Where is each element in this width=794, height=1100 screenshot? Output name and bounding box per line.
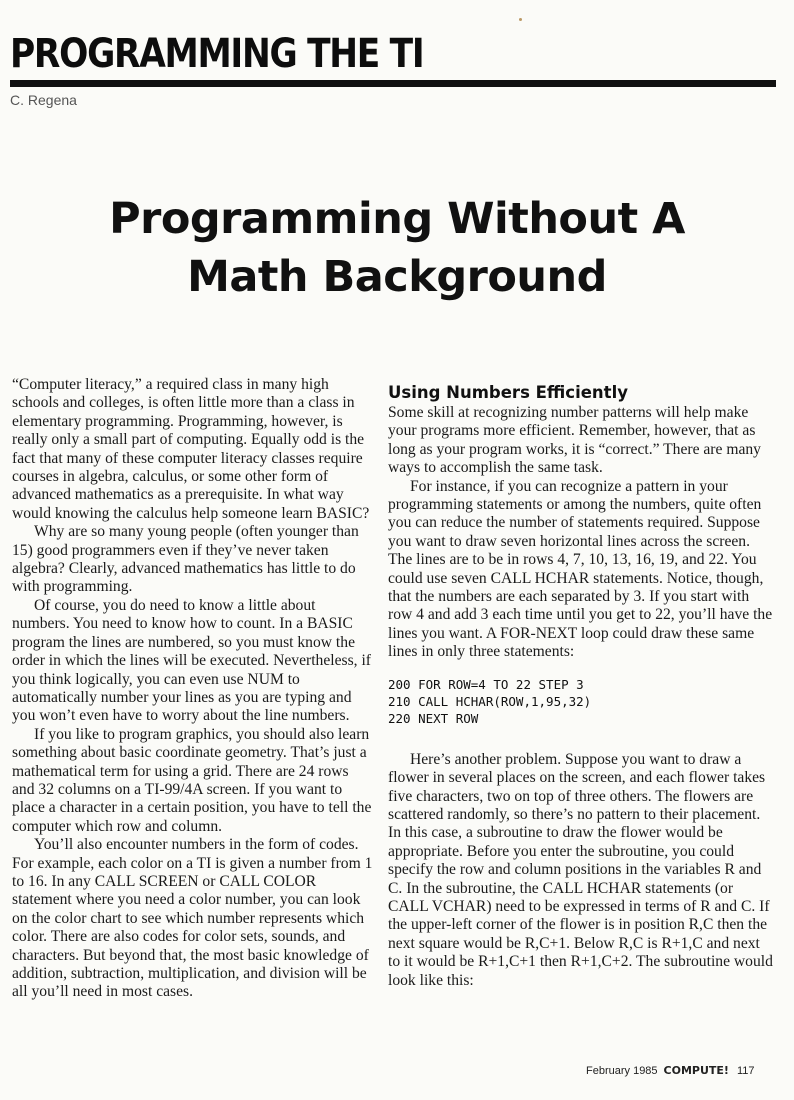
left-column (12, 376, 374, 1002)
page-footer (586, 1064, 755, 1077)
paragraph: If you like to program graphics, you should also learn something about basic coordinate geometry. That’s just a mathematical term for using a grid. There are 24 rows and 32 columns on a TI-99/4A screen. If you want to place a character in a certain position, you have to tell the computer which row and column. (12, 725, 372, 835)
paragraph: Of course, you do need to know a little about numbers. You need to know how to count. In a BASIC program the lines are numbered, so you must know the order in which the lines will be executed. Nevertheless, if you think logically, you can even use NUM to automatically number your lines as you are typing and you won’t even have to worry about the line numbers. (12, 596, 371, 725)
paragraph: Why are so many young people (often younger than 15) good programmers even if they’ve never taken algebra? Clearly, advanced mathematics has little to do with programming. (12, 523, 359, 596)
header-rule (10, 80, 776, 87)
paragraph: “Computer literacy,” a required class in many high schools and colleges, is often little more than a class in elementary programming. Programming, however, is really only a small part of computing. Equally odd is the fact that many of these computer literacy classes require courses in algebra, calculus, or some other form of advanced mathematics as a prerequisite. In what way would knowing the calculus help someone learn BASIC? (12, 376, 370, 522)
author-byline: C. Regena (10, 92, 77, 108)
code-listing (388, 676, 774, 727)
code-line: 200 FOR ROW=4 TO 22 STEP 3 (388, 676, 584, 692)
section-heading: Using Numbers Efficiently (388, 383, 628, 402)
issue-date: February 1985 (586, 1065, 658, 1077)
article-title-line-2: Math Background (187, 252, 607, 302)
article-title (30, 190, 764, 306)
paragraph: Some skill at recognizing number patterns will help make your programs more efficient. Remember, however, that as long as your program works, it is “correct.” There are many ways to accomplish the same task. (388, 404, 761, 477)
page-number: 117 (736, 1065, 755, 1077)
paragraph: You’ll also encounter numbers in the form of codes. For example, each color on a TI is given a number from 1 to 16. In any CALL SCREEN or CALL COLOR statement where you need a color number, you can look on the color chart to see which number represents which color. There are also codes for color sets, sounds, and characters. But beyond that, the most basic knowledge of addition, subtraction, multiplication, and division will be all you’ll need in most cases. (12, 836, 373, 1001)
print-speck (519, 18, 522, 21)
code-line: 210 CALL HCHAR(ROW,1,95,32) (388, 693, 592, 709)
paragraph: For instance, if you can recognize a pattern in your programming statements or among the numbers, quite often you can reduce the number of statements required. Suppose you want to draw seven horizontal lines across the screen. The lines are to be in rows 4, 7, 10, 13, 16, 19, and 22. You could use seven CALL HCHAR statements. Notice, though, that the numbers are each separated by 3. If you start with row 4 and add 3 each time until you get to 22, you’ll have the lines you want. A FOR-NEXT loop could draw these same lines in only three statements: (388, 477, 773, 661)
article-title-line-1: Programming Without A (109, 194, 685, 244)
code-line: 220 NEXT ROW (388, 710, 479, 726)
paragraph: Here’s another problem. Suppose you want to draw a flower in several places on the screen, and each flower takes five characters, two on top of three others. The flowers are scattered randomly, so there’s no pattern to their placement. In this case, a subroutine to draw the flower would be appropriate. Before you enter the subroutine, you could specify the row and column positions in the variables R and C. In the subroutine, the CALL HCHAR statements (or CALL VCHAR) need to be expressed in terms of R and C. If the upper-left corner of the flower is in position R,C then the next square would be R,C+1. Below R,C is R+1,C and next to it would be R+1,C+1 then R+1,C+2. The subroutine would look like this: (388, 750, 773, 989)
right-column (388, 383, 774, 990)
section-title: PROGRAMMING THE TI (10, 31, 424, 77)
magazine-name: COMPUTE! (663, 1064, 729, 1077)
